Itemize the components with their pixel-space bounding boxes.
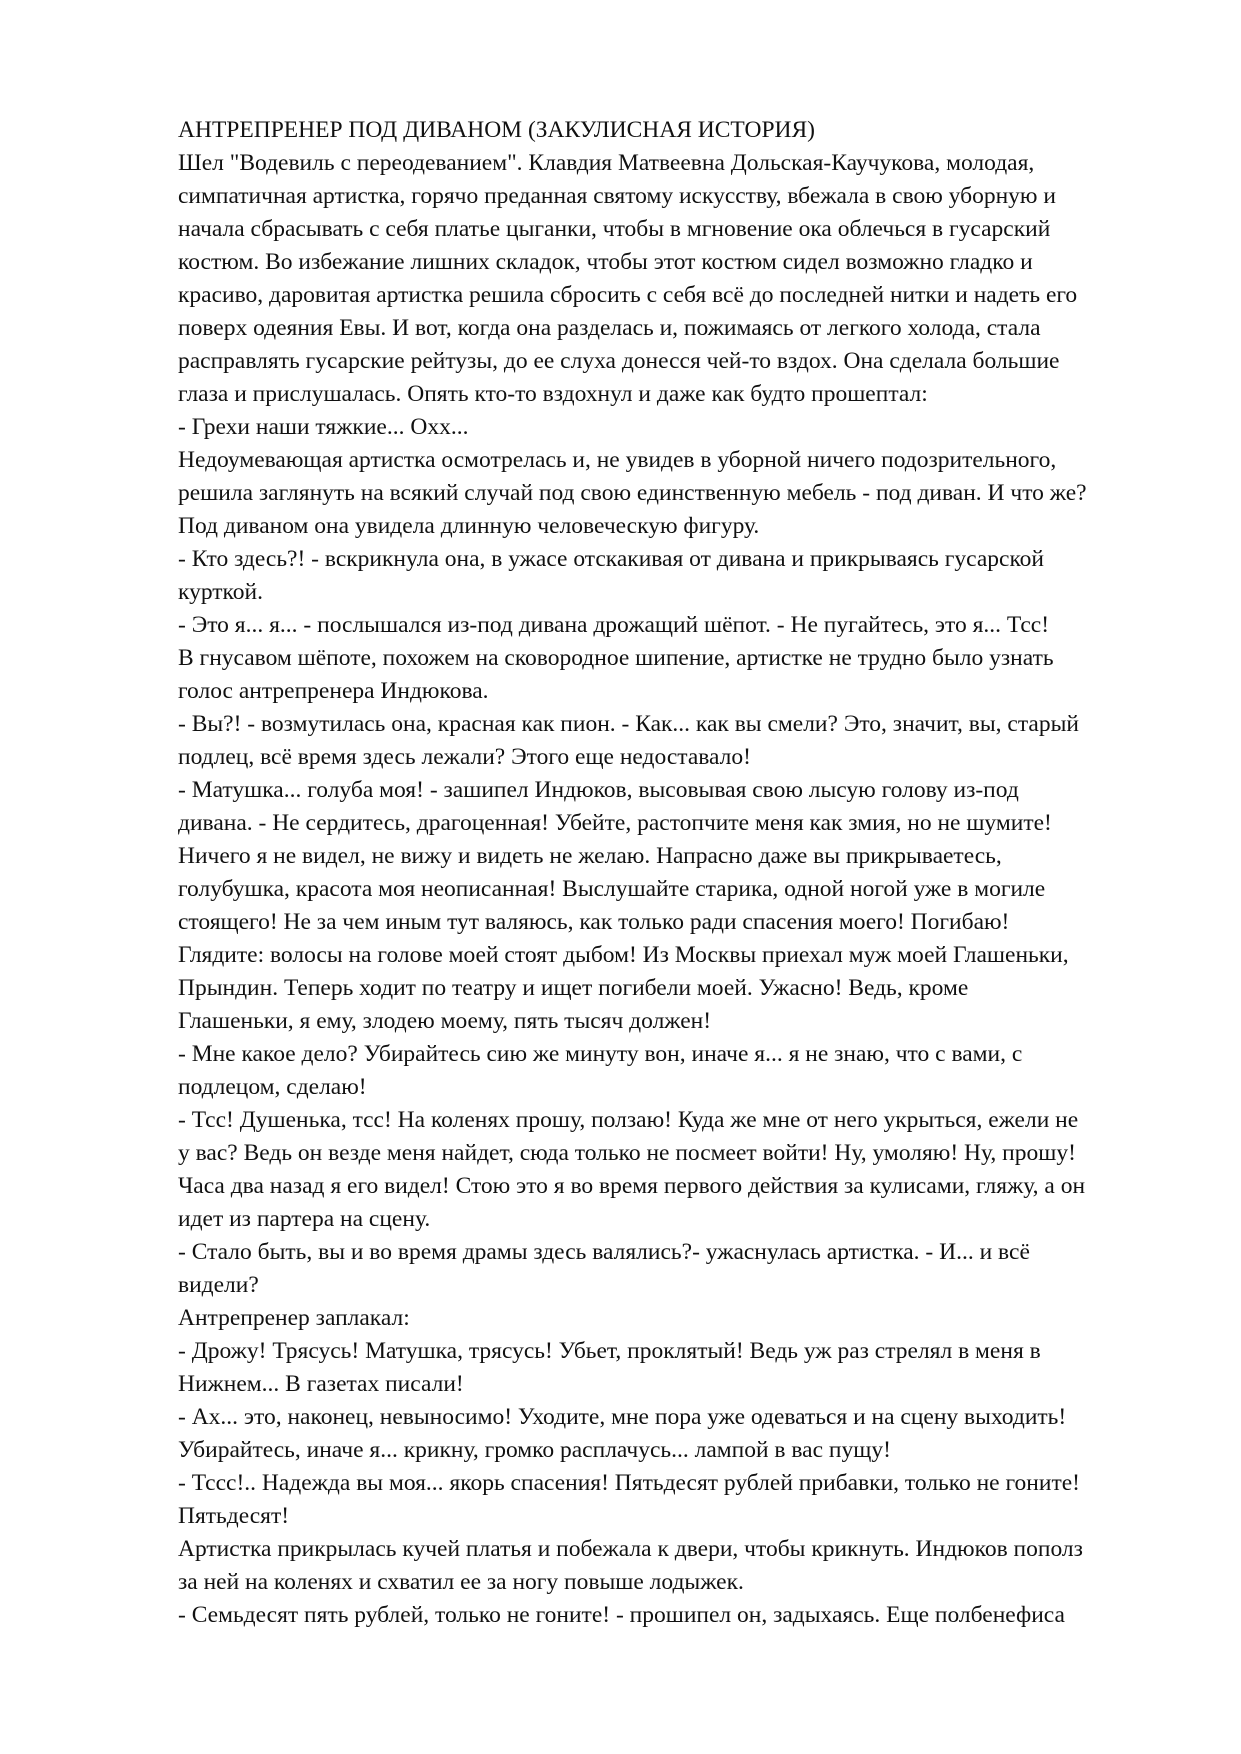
text-line: симпатичная артистка, горячо преданная святому искусству, вбежала в свою уборную и	[178, 183, 1056, 209]
text-line: Под диваном она увидела длинную человеческую фигуру.	[178, 513, 760, 539]
text-line: голос антрепренера Индюкова.	[178, 678, 489, 704]
text-line: курткой.	[178, 579, 263, 605]
text-line: - Семьдесят пять рублей, только не гоните! - прошипел он, задыхаясь. Еще полбенефиса	[178, 1602, 1065, 1628]
text-line: идет из партера на сцену.	[178, 1206, 431, 1232]
text-line: - Дрожу! Трясусь! Матушка, трясусь! Убьет, проклятый! Ведь уж раз стрелял в меня в	[178, 1338, 1041, 1364]
text-line: Ничего я не видел, не вижу и видеть не желаю. Напрасно даже вы прикрываетесь,	[178, 843, 1002, 869]
text-line: решила заглянуть на всякий случай под свою единственную мебель - под диван. И что же?	[178, 480, 1087, 506]
text-line: Нижнем... В газетах писали!	[178, 1371, 464, 1397]
text-line: у вас? Ведь он везде меня найдет, сюда только не посмеет войти! Ну, умоляю! Ну, прошу!	[178, 1140, 1076, 1166]
document-text	[178, 114, 1178, 1632]
text-line: Глядите: волосы на голове моей стоят дыбом! Из Москвы приехал муж моей Глашеньки,	[178, 942, 1069, 968]
text-line: - Матушка... голуба моя! - зашипел Индюков, высовывая свою лысую голову из-под	[178, 777, 1019, 803]
text-line: Пятьдесят!	[178, 1503, 290, 1529]
text-line: Шел "Водевиль с переодеванием". Клавдия Матвеевна Дольская-Каучукова, молодая,	[178, 150, 1035, 176]
text-line: красиво, даровитая артистка решила сбросить с себя всё до последней нитки и надеть его	[178, 282, 1078, 308]
text-line: - Тссс!.. Надежда вы моя... якорь спасения! Пятьдесят рублей прибавки, только не гоните!	[178, 1470, 1080, 1496]
text-line: костюм. Во избежание лишних складок, чтобы этот костюм сидел возможно гладко и	[178, 249, 1033, 275]
text-line: Артистка прикрылась кучей платья и побежала к двери, чтобы крикнуть. Индюков пополз	[178, 1536, 1083, 1562]
text-line: видели?	[178, 1272, 259, 1298]
text-line: - Грехи наши тяжкие... Охх...	[178, 414, 469, 440]
text-line: - Тсс! Душенька, тсс! На коленях прошу, ползаю! Куда же мне от него укрыться, ежели не	[178, 1107, 1079, 1133]
text-line: - Кто здесь?! - вскрикнула она, в ужасе отскакивая от дивана и прикрываясь гусарской	[178, 546, 1045, 572]
text-line: расправлять гусарские рейтузы, до ее слуха донесся чей-то вздох. Она сделала большие	[178, 348, 1060, 374]
text-line: подлецом, сделаю!	[178, 1074, 367, 1100]
text-line: Недоумевающая артистка осмотрелась и, не увидев в уборной ничего подозрительного,	[178, 447, 1057, 473]
text-line: поверх одеяния Евы. И вот, когда она разделась и, пожимаясь от легкого холода, стала	[178, 315, 1041, 341]
text-line: дивана. - Не сердитесь, драгоценная! Убейте, растопчите меня как змия, но не шумите!	[178, 810, 1052, 836]
text-line: за ней на коленях и схватил ее за ногу повыше лодыжек.	[178, 1569, 744, 1595]
text-line: Убирайтесь, иначе я... крикну, громко расплачусь... лампой в вас пущу!	[178, 1437, 891, 1463]
text-line: Антрепренер заплакал:	[178, 1305, 410, 1331]
text-line: В гнусавом шёпоте, похожем на сковородное шипение, артистке не трудно было узнать	[178, 645, 1054, 671]
text-line: стоящего! Не за чем иным тут валяюсь, как только ради спасения моего! Погибаю!	[178, 909, 1010, 935]
text-line: голубушка, красота моя неописанная! Выслушайте старика, одной ногой уже в могиле	[178, 876, 1046, 902]
text-line: Прындин. Теперь ходит по театру и ищет погибели моей. Ужасно! Ведь, кроме	[178, 975, 969, 1001]
text-line: - Мне какое дело? Убирайтесь сию же минуту вон, иначе я... я не знаю, что с вами, с	[178, 1041, 1023, 1067]
text-line: глаза и прислушалась. Опять кто-то вздохнул и даже как будто прошептал:	[178, 381, 928, 407]
text-line: - Ах... это, наконец, невыносимо! Уходите, мне пора уже одеваться и на сцену выходить!	[178, 1404, 1067, 1430]
text-line: - Это я... я... - послышался из-под дивана дрожащий шёпот. - Не пугайтесь, это я... Тсс!	[178, 612, 1050, 638]
text-line: - Стало быть, вы и во время драмы здесь валялись?- ужаснулась артистка. - И... и всё	[178, 1239, 1030, 1265]
document-title: АНТРЕПРЕНЕР ПОД ДИВАНОМ (ЗАКУЛИСНАЯ ИСТОРИЯ)	[178, 117, 815, 143]
text-line: Глашеньки, я ему, злодею моему, пять тысяч должен!	[178, 1008, 712, 1034]
text-line: Часа два назад я его видел! Стою это я во время первого действия за кулисами, гляжу, а он	[178, 1173, 1086, 1199]
text-line: - Вы?! - возмутилась она, красная как пион. - Как... как вы смели? Это, значит, вы, старый	[178, 711, 1079, 737]
text-line: начала сбрасывать с себя платье цыганки, чтобы в мгновение ока облечься в гусарский	[178, 216, 1051, 242]
text-line: подлец, всё время здесь лежали? Этого еще недоставало!	[178, 744, 751, 770]
